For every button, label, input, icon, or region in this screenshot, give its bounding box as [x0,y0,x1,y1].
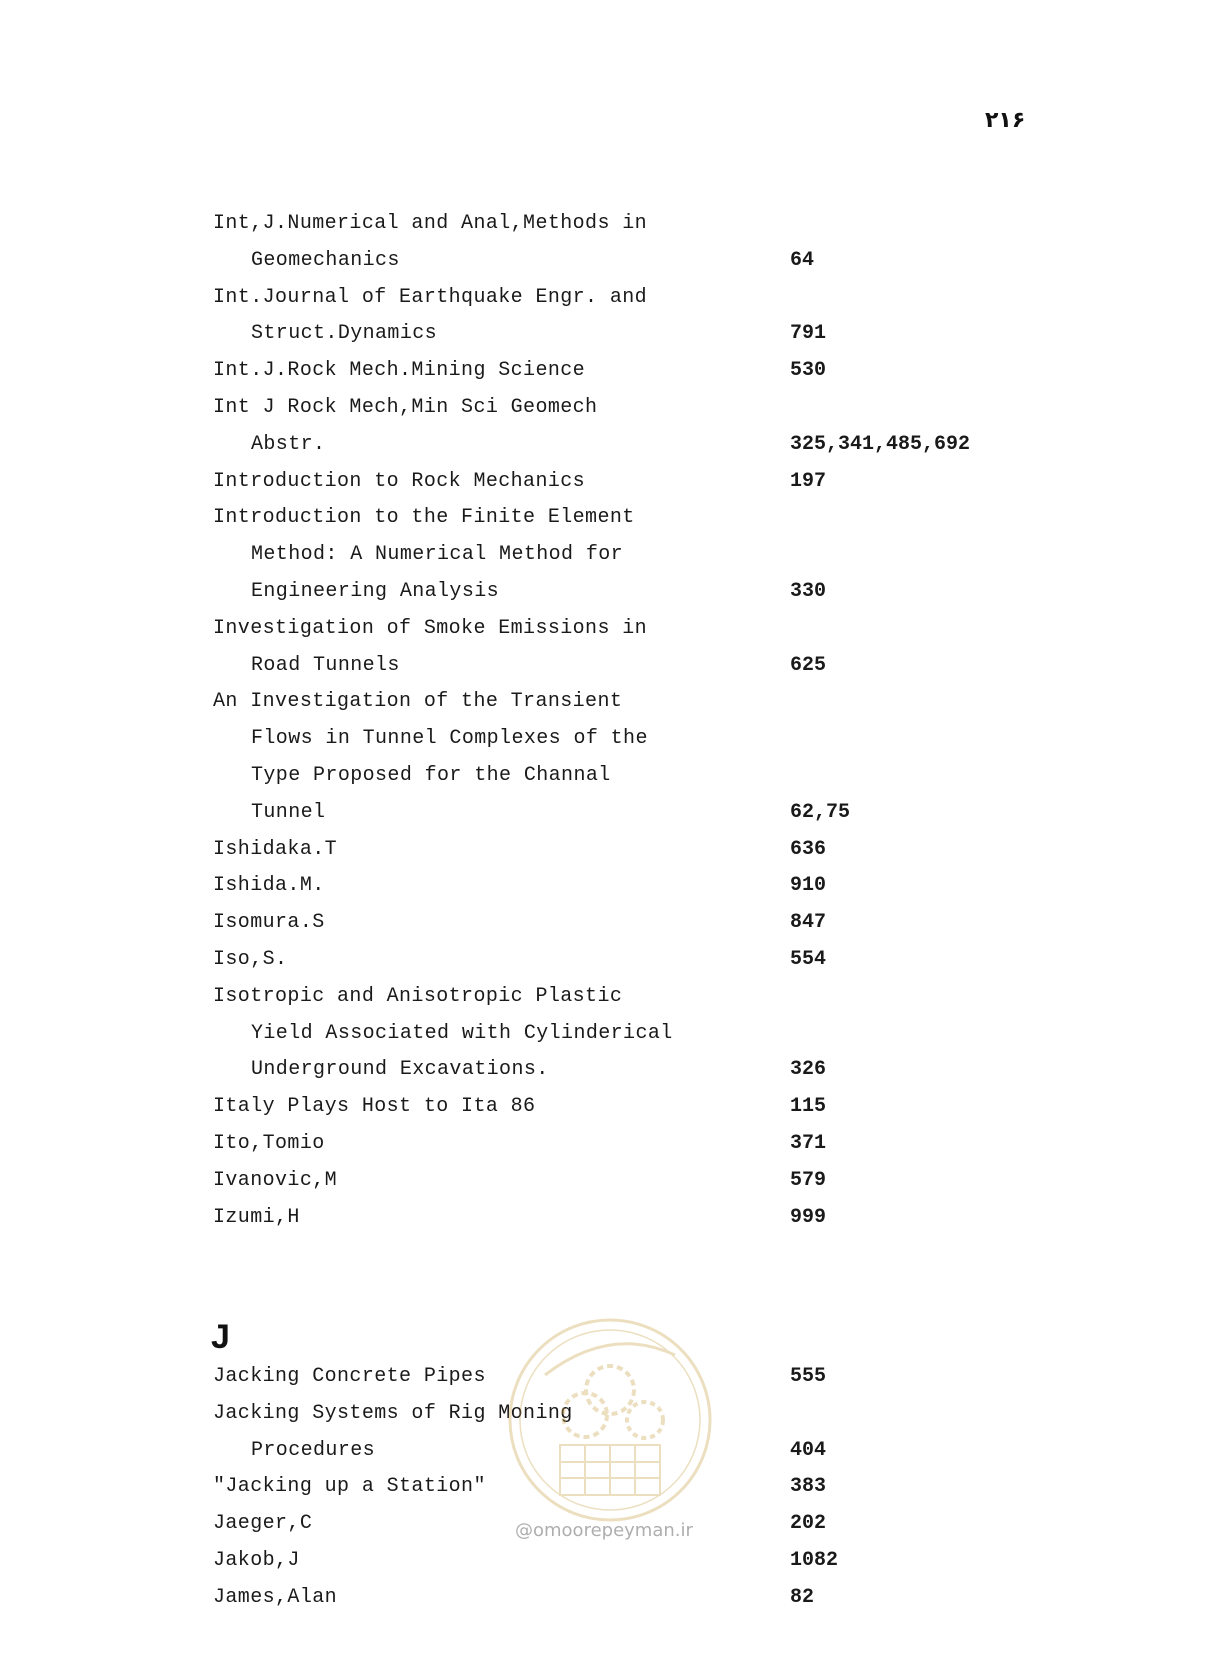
index-page-refs: 404 [790,1438,827,1462]
index-term: Ivanovic,M [213,1168,338,1192]
index-term: Int.J.Rock Mech.Mining Science [213,359,586,383]
index-entry-line [0,1206,1228,1242]
index-term: Introduction to Rock Mechanics [213,469,586,493]
index-term-continuation: Struct.Dynamics [251,322,438,346]
index-entry-line [0,1022,1228,1058]
index-entry-line [0,1549,1228,1585]
index-entry-line [0,985,1228,1021]
section-letter-j: J [211,1318,230,1356]
index-entry-line [0,690,1228,726]
index-entry-line [0,1058,1228,1094]
index-term: Int J Rock Mech,Min Sci Geomech [213,396,598,419]
index-page-refs: 1082 [790,1549,839,1572]
index-term: Investigation of Smoke Emissions in [213,616,648,640]
index-page-refs: 330 [790,580,827,603]
index-term: Isotropic and Anisotropic Plastic [213,984,623,1008]
index-term: Italy Plays Host to Ita 86 [213,1095,536,1119]
watermark-url: @omoorepeyman.ir [515,1520,693,1541]
index-term: Jakob,J [213,1549,300,1572]
index-page-refs: 197 [790,469,827,493]
index-term-continuation: Type Proposed for the Channal [251,764,611,787]
page-number: ۲۱۶ [985,108,1026,133]
index-entry-line [0,543,1228,579]
index-term-continuation: Underground Excavations. [251,1058,549,1082]
index-entry-line [0,764,1228,800]
index-entry-line [0,874,1228,910]
index-page-refs: 202 [790,1512,827,1536]
index-page-refs: 847 [790,911,827,935]
index-entry-line [0,727,1228,763]
index-page-refs: 910 [790,874,827,898]
index-term-continuation: Procedures [251,1438,376,1462]
index-page-refs: 636 [790,837,827,861]
index-term: Ishida.M. [213,874,325,898]
index-entry-line [0,911,1228,947]
index-entry-line [0,506,1228,542]
index-page-refs: 555 [790,1365,827,1388]
index-term-continuation: Flows in Tunnel Complexes of the [251,727,648,751]
index-term: Ito,Tomio [213,1132,325,1155]
index-term-continuation: Engineering Analysis [251,580,500,603]
index-term-continuation: Geomechanics [251,248,400,272]
index-entry-line [0,654,1228,690]
index-entry-line [0,396,1228,432]
index-term-continuation: Yield Associated with Cylinderical [251,1021,673,1045]
index-page-refs: 82 [790,1585,815,1609]
index-term-continuation: Tunnel [251,800,326,824]
index-term: Isomura.S [213,911,325,935]
index-entry-line [0,470,1228,506]
index-term: Izumi,H [213,1205,300,1229]
index-entry-line [0,286,1228,322]
index-entry-line [0,617,1228,653]
index-entry-line [0,948,1228,984]
index-page-refs: 115 [790,1095,827,1119]
index-entry-line [0,1132,1228,1168]
index-term: James,Alan [213,1585,338,1609]
index-term: Iso,S. [213,948,288,971]
index-term-continuation: Abstr. [251,432,326,456]
index-page-refs: 530 [790,359,827,383]
index-term: Jaeger,C [213,1512,313,1536]
index-entry-line [0,580,1228,616]
index-entry-line [0,838,1228,874]
index-page-refs: 579 [790,1168,827,1192]
index-page-refs: 791 [790,322,827,346]
index-page-refs: 383 [790,1475,827,1499]
index-page-refs: 999 [790,1205,827,1229]
index-term: Int.Journal of Earthquake Engr. and [213,285,648,309]
index-term: Jacking Systems of Rig Moning [213,1401,573,1425]
index-term: "Jacking up a Station" [213,1475,486,1499]
index-entry-line [0,801,1228,837]
index-entry-line [0,433,1228,469]
index-entry-line [0,322,1228,358]
index-entry-line [0,359,1228,395]
index-page-refs: 64 [790,248,815,272]
index-page-refs: 325,341,485,692 [790,432,971,456]
index-term: Introduction to the Finite Element [213,506,635,530]
index-entry-line [0,1586,1228,1622]
index-page-refs: 62,75 [790,800,851,824]
index-entry-line [0,1169,1228,1205]
index-entry-line [0,249,1228,285]
index-term: Ishidaka.T [213,837,338,861]
watermark-logo [505,1315,715,1525]
index-page-refs: 326 [790,1058,827,1082]
index-term-continuation: Method: A Numerical Method for [251,543,624,567]
index-term-continuation: Road Tunnels [251,653,400,677]
index-page-refs: 554 [790,948,827,971]
index-page-refs: 625 [790,653,827,677]
index-entry-line [0,212,1228,248]
index-term: An Investigation of the Transient [213,690,623,714]
index-term: Jacking Concrete Pipes [213,1365,486,1388]
index-entry-line [0,1095,1228,1131]
index-page-refs: 371 [790,1132,827,1155]
index-term: Int,J.Numerical and Anal,Methods in [213,212,648,235]
